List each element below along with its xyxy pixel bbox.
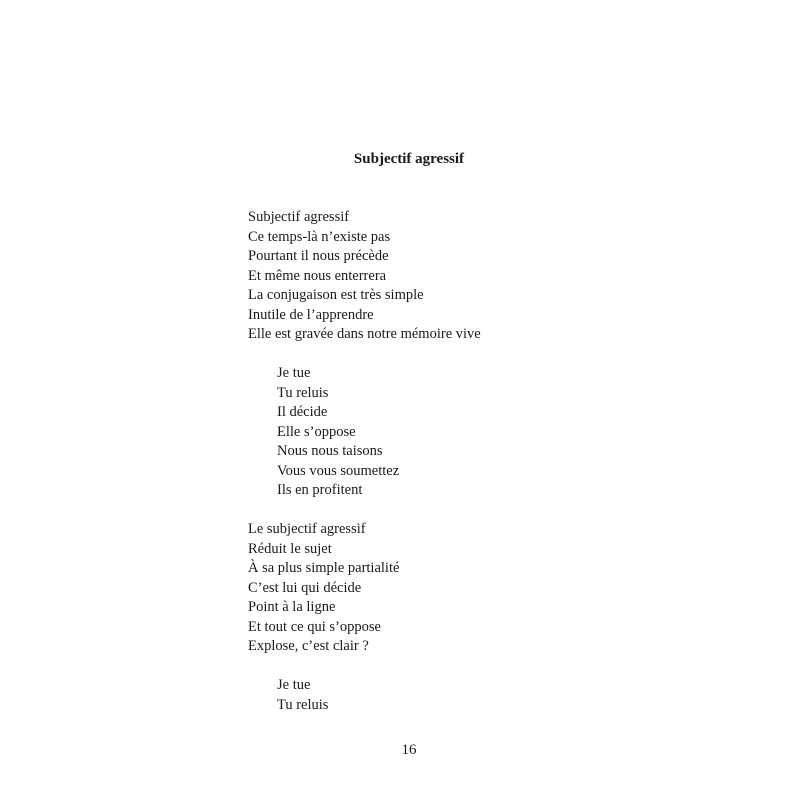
stanza-3 xyxy=(248,520,668,657)
stanza-4 xyxy=(248,676,668,715)
verse-line: Tu reluis xyxy=(277,384,329,401)
verse-line: Tu reluis xyxy=(277,696,329,713)
verse-line: Réduit le sujet xyxy=(248,540,332,557)
verse-line: Elle est gravée dans notre mémoire vive xyxy=(248,326,481,342)
verse-line: Explose, c’est clair ? xyxy=(248,638,369,654)
verse-line: Et tout ce qui s’oppose xyxy=(248,618,381,635)
verse-line: Point à la ligne xyxy=(248,599,336,615)
verse-line: Il décide xyxy=(277,404,328,420)
verse-line: Le subjectif agressif xyxy=(248,521,366,537)
verse-line: C’est lui qui décide xyxy=(248,579,362,596)
verse-line: Elle s’oppose xyxy=(277,423,356,440)
verse-line: Inutile de l’apprendre xyxy=(248,306,374,323)
verse-line: À sa plus simple partialité xyxy=(248,560,400,576)
verse-line: Nous nous taisons xyxy=(277,443,383,459)
stanza-2 xyxy=(248,364,668,501)
verse-line: Vous vous soumettez xyxy=(277,462,400,479)
poem-body xyxy=(248,208,668,735)
poem-title: Subjectif agressif xyxy=(353,151,465,167)
verse-line: La conjugaison est très simple xyxy=(248,287,424,303)
verse-line: Je tue xyxy=(277,365,311,381)
stanza-1 xyxy=(248,208,668,345)
verse-line: Subjectif agressif xyxy=(248,209,350,225)
verse-line: Je tue xyxy=(277,677,311,693)
verse-line: Et même nous enterrera xyxy=(248,267,387,284)
verse-line: Pourtant il nous précède xyxy=(248,248,389,264)
page-number: 16 xyxy=(401,742,417,758)
verse-line: Ce temps-là n’existe pas xyxy=(248,228,391,245)
verse-line: Ils en profitent xyxy=(277,482,363,498)
